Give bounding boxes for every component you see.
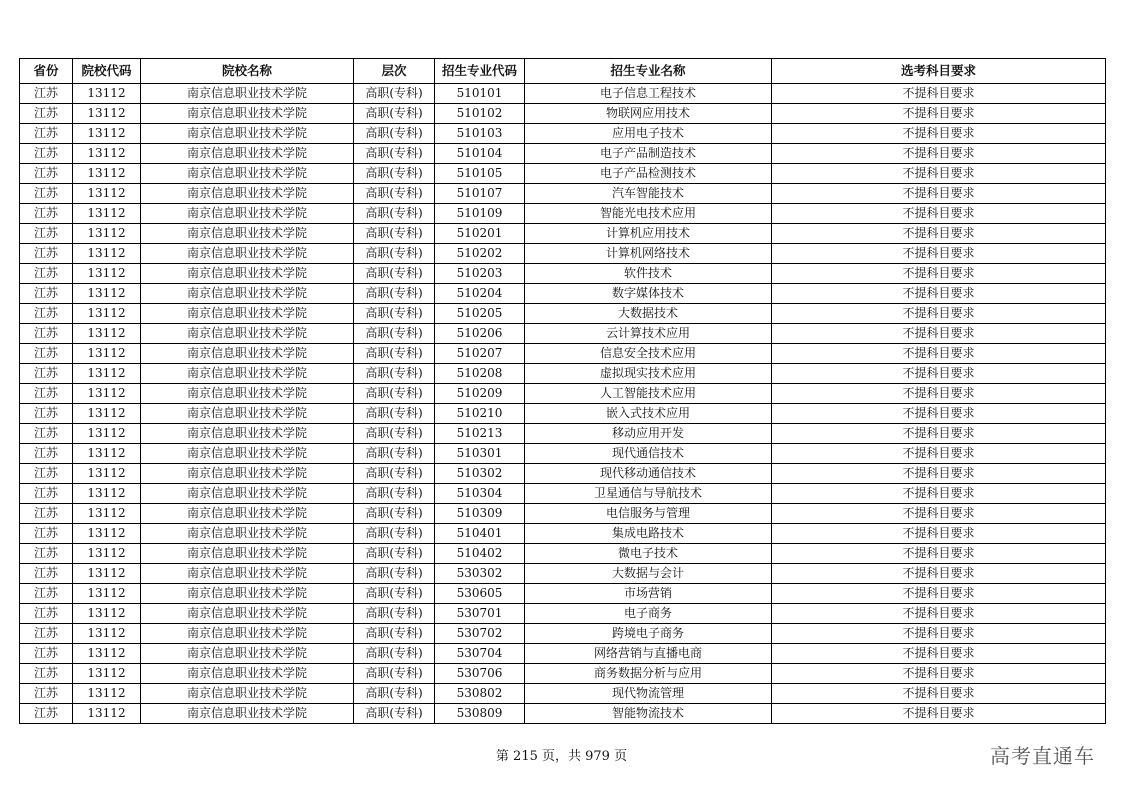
cell-major-name: 人工智能技术应用 (525, 384, 772, 404)
cell-school-name: 南京信息职业技术学院 (141, 524, 354, 544)
table-header (20, 59, 1106, 84)
cell-school-code: 13112 (73, 664, 141, 684)
cell-school-code: 13112 (73, 564, 141, 584)
cell-school-name: 南京信息职业技术学院 (141, 264, 354, 284)
cell-province: 江苏 (20, 144, 73, 164)
cell-school-name: 南京信息职业技术学院 (141, 184, 354, 204)
header-subject-requirement: 选考科目要求 (772, 59, 1106, 84)
cell-level: 高职(专科) (354, 144, 435, 164)
cell-school-name: 南京信息职业技术学院 (141, 604, 354, 624)
cell-province: 江苏 (20, 264, 73, 284)
cell-school-code: 13112 (73, 624, 141, 644)
table-row (20, 424, 1106, 444)
cell-major-name: 电子商务 (525, 604, 772, 624)
cell-level: 高职(专科) (354, 464, 435, 484)
cell-province: 江苏 (20, 704, 73, 724)
cell-subject-requirement: 不提科目要求 (772, 704, 1106, 724)
cell-province: 江苏 (20, 644, 73, 664)
cell-major-name: 电信服务与管理 (525, 504, 772, 524)
cell-major-code: 510206 (435, 324, 525, 344)
cell-subject-requirement: 不提科目要求 (772, 504, 1106, 524)
cell-major-code: 510209 (435, 384, 525, 404)
cell-major-code: 530809 (435, 704, 525, 724)
cell-province: 江苏 (20, 544, 73, 564)
cell-subject-requirement: 不提科目要求 (772, 224, 1106, 244)
table-row (20, 344, 1106, 364)
table-row (20, 484, 1106, 504)
cell-school-name: 南京信息职业技术学院 (141, 84, 354, 104)
cell-school-code: 13112 (73, 684, 141, 704)
table-row (20, 384, 1106, 404)
cell-major-name: 电子产品制造技术 (525, 144, 772, 164)
cell-major-name: 移动应用开发 (525, 424, 772, 444)
cell-level: 高职(专科) (354, 484, 435, 504)
cell-school-name: 南京信息职业技术学院 (141, 424, 354, 444)
cell-province: 江苏 (20, 344, 73, 364)
cell-major-name: 电子信息工程技术 (525, 84, 772, 104)
cell-major-code: 510107 (435, 184, 525, 204)
cell-level: 高职(专科) (354, 184, 435, 204)
cell-major-code: 510302 (435, 464, 525, 484)
cell-level: 高职(专科) (354, 104, 435, 124)
table-row (20, 124, 1106, 144)
cell-subject-requirement: 不提科目要求 (772, 124, 1106, 144)
cell-school-code: 13112 (73, 184, 141, 204)
cell-school-code: 13112 (73, 344, 141, 364)
cell-province: 江苏 (20, 364, 73, 384)
table-row (20, 144, 1106, 164)
cell-subject-requirement: 不提科目要求 (772, 164, 1106, 184)
cell-major-code: 530702 (435, 624, 525, 644)
cell-level: 高职(专科) (354, 364, 435, 384)
table-row (20, 184, 1106, 204)
cell-school-name: 南京信息职业技术学院 (141, 684, 354, 704)
table-row (20, 404, 1106, 424)
table-row (20, 204, 1106, 224)
cell-province: 江苏 (20, 84, 73, 104)
cell-school-name: 南京信息职业技术学院 (141, 664, 354, 684)
cell-major-code: 510401 (435, 524, 525, 544)
cell-major-code: 510102 (435, 104, 525, 124)
cell-subject-requirement: 不提科目要求 (772, 524, 1106, 544)
cell-province: 江苏 (20, 664, 73, 684)
cell-level: 高职(专科) (354, 124, 435, 144)
cell-level: 高职(专科) (354, 224, 435, 244)
cell-major-code: 510201 (435, 224, 525, 244)
cell-major-name: 汽车智能技术 (525, 184, 772, 204)
cell-major-name: 嵌入式技术应用 (525, 404, 772, 424)
cell-province: 江苏 (20, 524, 73, 544)
cell-major-code: 510103 (435, 124, 525, 144)
cell-province: 江苏 (20, 444, 73, 464)
cell-level: 高职(专科) (354, 304, 435, 324)
cell-school-name: 南京信息职业技术学院 (141, 644, 354, 664)
cell-major-name: 云计算技术应用 (525, 324, 772, 344)
cell-school-name: 南京信息职业技术学院 (141, 344, 354, 364)
cell-major-name: 跨境电子商务 (525, 624, 772, 644)
cell-subject-requirement: 不提科目要求 (772, 464, 1106, 484)
cell-major-code: 510207 (435, 344, 525, 364)
cell-province: 江苏 (20, 284, 73, 304)
cell-level: 高职(专科) (354, 624, 435, 644)
table-row (20, 664, 1106, 684)
cell-province: 江苏 (20, 604, 73, 624)
table-row (20, 244, 1106, 264)
cell-subject-requirement: 不提科目要求 (772, 384, 1106, 404)
cell-province: 江苏 (20, 324, 73, 344)
cell-major-code: 530704 (435, 644, 525, 664)
cell-major-name: 应用电子技术 (525, 124, 772, 144)
table-row (20, 224, 1106, 244)
cell-major-name: 软件技术 (525, 264, 772, 284)
cell-major-name: 微电子技术 (525, 544, 772, 564)
cell-major-name: 集成电路技术 (525, 524, 772, 544)
cell-subject-requirement: 不提科目要求 (772, 604, 1106, 624)
cell-major-code: 510104 (435, 144, 525, 164)
cell-major-code: 510402 (435, 544, 525, 564)
cell-school-code: 13112 (73, 144, 141, 164)
cell-school-name: 南京信息职业技术学院 (141, 564, 354, 584)
cell-province: 江苏 (20, 464, 73, 484)
cell-level: 高职(专科) (354, 584, 435, 604)
cell-subject-requirement: 不提科目要求 (772, 664, 1106, 684)
cell-school-name: 南京信息职业技术学院 (141, 464, 354, 484)
cell-school-name: 南京信息职业技术学院 (141, 164, 354, 184)
table-row (20, 444, 1106, 464)
cell-major-name: 物联网应用技术 (525, 104, 772, 124)
cell-school-name: 南京信息职业技术学院 (141, 124, 354, 144)
cell-school-name: 南京信息职业技术学院 (141, 504, 354, 524)
cell-province: 江苏 (20, 184, 73, 204)
cell-major-name: 市场营销 (525, 584, 772, 604)
cell-school-code: 13112 (73, 584, 141, 604)
table-row (20, 504, 1106, 524)
header-row (20, 59, 1106, 84)
table-row (20, 544, 1106, 564)
cell-school-name: 南京信息职业技术学院 (141, 624, 354, 644)
cell-level: 高职(专科) (354, 544, 435, 564)
cell-school-code: 13112 (73, 504, 141, 524)
cell-school-code: 13112 (73, 224, 141, 244)
cell-province: 江苏 (20, 504, 73, 524)
cell-major-name: 现代物流管理 (525, 684, 772, 704)
cell-major-name: 计算机网络技术 (525, 244, 772, 264)
table-row (20, 364, 1106, 384)
cell-major-code: 510203 (435, 264, 525, 284)
cell-major-code: 510208 (435, 364, 525, 384)
cell-subject-requirement: 不提科目要求 (772, 324, 1106, 344)
cell-level: 高职(专科) (354, 444, 435, 464)
cell-school-code: 13112 (73, 124, 141, 144)
cell-province: 江苏 (20, 304, 73, 324)
cell-subject-requirement: 不提科目要求 (772, 544, 1106, 564)
cell-school-code: 13112 (73, 544, 141, 564)
cell-school-code: 13112 (73, 364, 141, 384)
cell-school-code: 13112 (73, 644, 141, 664)
cell-subject-requirement: 不提科目要求 (772, 284, 1106, 304)
cell-school-name: 南京信息职业技术学院 (141, 584, 354, 604)
cell-major-code: 510210 (435, 404, 525, 424)
cell-school-name: 南京信息职业技术学院 (141, 444, 354, 464)
table-row (20, 684, 1106, 704)
cell-subject-requirement: 不提科目要求 (772, 304, 1106, 324)
cell-subject-requirement: 不提科目要求 (772, 404, 1106, 424)
cell-school-name: 南京信息职业技术学院 (141, 224, 354, 244)
cell-major-code: 510301 (435, 444, 525, 464)
cell-school-name: 南京信息职业技术学院 (141, 384, 354, 404)
cell-major-name: 电子产品检测技术 (525, 164, 772, 184)
cell-province: 江苏 (20, 204, 73, 224)
cell-province: 江苏 (20, 244, 73, 264)
cell-subject-requirement: 不提科目要求 (772, 624, 1106, 644)
cell-subject-requirement: 不提科目要求 (772, 484, 1106, 504)
watermark-logo: 高考直通车 (990, 744, 1095, 768)
cell-major-code: 530605 (435, 584, 525, 604)
cell-subject-requirement: 不提科目要求 (772, 104, 1106, 124)
cell-school-code: 13112 (73, 84, 141, 104)
cell-major-name: 智能光电技术应用 (525, 204, 772, 224)
cell-school-name: 南京信息职业技术学院 (141, 544, 354, 564)
cell-level: 高职(专科) (354, 84, 435, 104)
cell-major-code: 510202 (435, 244, 525, 264)
table-row (20, 264, 1106, 284)
cell-major-name: 大数据技术 (525, 304, 772, 324)
cell-major-code: 510101 (435, 84, 525, 104)
cell-school-name: 南京信息职业技术学院 (141, 404, 354, 424)
cell-province: 江苏 (20, 104, 73, 124)
table-row (20, 524, 1106, 544)
cell-school-name: 南京信息职业技术学院 (141, 284, 354, 304)
cell-major-code: 510304 (435, 484, 525, 504)
cell-province: 江苏 (20, 484, 73, 504)
table-row (20, 644, 1106, 664)
cell-subject-requirement: 不提科目要求 (772, 364, 1106, 384)
cell-province: 江苏 (20, 164, 73, 184)
cell-school-name: 南京信息职业技术学院 (141, 704, 354, 724)
cell-major-name: 信息安全技术应用 (525, 344, 772, 364)
cell-major-name: 卫星通信与导航技术 (525, 484, 772, 504)
cell-level: 高职(专科) (354, 604, 435, 624)
cell-major-name: 智能物流技术 (525, 704, 772, 724)
header-province: 省份 (20, 59, 73, 84)
cell-level: 高职(专科) (354, 344, 435, 364)
cell-level: 高职(专科) (354, 424, 435, 444)
cell-major-name: 商务数据分析与应用 (525, 664, 772, 684)
cell-subject-requirement: 不提科目要求 (772, 584, 1106, 604)
table-row (20, 84, 1106, 104)
cell-level: 高职(专科) (354, 524, 435, 544)
cell-subject-requirement: 不提科目要求 (772, 84, 1106, 104)
page-number: 第 215 页，共 979 页 (495, 749, 628, 764)
cell-level: 高职(专科) (354, 204, 435, 224)
cell-school-code: 13112 (73, 484, 141, 504)
cell-level: 高职(专科) (354, 404, 435, 424)
cell-school-name: 南京信息职业技术学院 (141, 204, 354, 224)
header-major-code: 招生专业代码 (435, 59, 525, 84)
cell-school-name: 南京信息职业技术学院 (141, 244, 354, 264)
cell-province: 江苏 (20, 404, 73, 424)
cell-school-code: 13112 (73, 384, 141, 404)
cell-school-code: 13112 (73, 704, 141, 724)
cell-school-name: 南京信息职业技术学院 (141, 364, 354, 384)
cell-school-name: 南京信息职业技术学院 (141, 324, 354, 344)
cell-subject-requirement: 不提科目要求 (772, 184, 1106, 204)
cell-school-code: 13112 (73, 324, 141, 344)
cell-level: 高职(专科) (354, 324, 435, 344)
cell-level: 高职(专科) (354, 664, 435, 684)
cell-subject-requirement: 不提科目要求 (772, 684, 1106, 704)
cell-subject-requirement: 不提科目要求 (772, 644, 1106, 664)
table-row (20, 464, 1106, 484)
table-row (20, 324, 1106, 344)
cell-province: 江苏 (20, 224, 73, 244)
cell-major-code: 510205 (435, 304, 525, 324)
cell-level: 高职(专科) (354, 504, 435, 524)
header-school-code: 院校代码 (73, 59, 141, 84)
cell-major-code: 530802 (435, 684, 525, 704)
cell-level: 高职(专科) (354, 564, 435, 584)
cell-province: 江苏 (20, 564, 73, 584)
cell-major-name: 现代通信技术 (525, 444, 772, 464)
cell-level: 高职(专科) (354, 704, 435, 724)
table-row (20, 304, 1106, 324)
cell-school-code: 13112 (73, 424, 141, 444)
cell-major-name: 数字媒体技术 (525, 284, 772, 304)
cell-school-code: 13112 (73, 404, 141, 424)
cell-province: 江苏 (20, 384, 73, 404)
cell-level: 高职(专科) (354, 644, 435, 664)
cell-level: 高职(专科) (354, 164, 435, 184)
cell-school-code: 13112 (73, 464, 141, 484)
cell-school-code: 13112 (73, 604, 141, 624)
cell-province: 江苏 (20, 684, 73, 704)
cell-subject-requirement: 不提科目要求 (772, 204, 1106, 224)
cell-major-name: 虚拟现实技术应用 (525, 364, 772, 384)
cell-school-code: 13112 (73, 524, 141, 544)
cell-subject-requirement: 不提科目要求 (772, 264, 1106, 284)
cell-province: 江苏 (20, 424, 73, 444)
cell-school-name: 南京信息职业技术学院 (141, 304, 354, 324)
cell-school-code: 13112 (73, 104, 141, 124)
cell-school-name: 南京信息职业技术学院 (141, 144, 354, 164)
admission-table (19, 58, 1106, 724)
cell-school-code: 13112 (73, 204, 141, 224)
cell-province: 江苏 (20, 624, 73, 644)
table-row (20, 624, 1106, 644)
cell-subject-requirement: 不提科目要求 (772, 444, 1106, 464)
table-row (20, 164, 1106, 184)
table-row (20, 584, 1106, 604)
cell-school-code: 13112 (73, 164, 141, 184)
cell-major-name: 大数据与会计 (525, 564, 772, 584)
cell-major-code: 510109 (435, 204, 525, 224)
header-school-name: 院校名称 (141, 59, 354, 84)
cell-level: 高职(专科) (354, 264, 435, 284)
cell-school-code: 13112 (73, 244, 141, 264)
cell-school-name: 南京信息职业技术学院 (141, 104, 354, 124)
cell-school-code: 13112 (73, 284, 141, 304)
cell-subject-requirement: 不提科目要求 (772, 244, 1106, 264)
cell-major-code: 530706 (435, 664, 525, 684)
table-row (20, 284, 1106, 304)
cell-level: 高职(专科) (354, 684, 435, 704)
table-row (20, 564, 1106, 584)
cell-subject-requirement: 不提科目要求 (772, 144, 1106, 164)
cell-major-code: 530302 (435, 564, 525, 584)
cell-province: 江苏 (20, 124, 73, 144)
cell-major-code: 510204 (435, 284, 525, 304)
cell-level: 高职(专科) (354, 384, 435, 404)
cell-subject-requirement: 不提科目要求 (772, 424, 1106, 444)
cell-level: 高职(专科) (354, 244, 435, 264)
header-level: 层次 (354, 59, 435, 84)
cell-major-code: 530701 (435, 604, 525, 624)
cell-major-name: 网络营销与直播电商 (525, 644, 772, 664)
cell-major-code: 510105 (435, 164, 525, 184)
cell-subject-requirement: 不提科目要求 (772, 344, 1106, 364)
cell-school-code: 13112 (73, 304, 141, 324)
table-body (20, 84, 1106, 724)
cell-subject-requirement: 不提科目要求 (772, 564, 1106, 584)
table-row (20, 104, 1106, 124)
cell-major-name: 现代移动通信技术 (525, 464, 772, 484)
cell-major-name: 计算机应用技术 (525, 224, 772, 244)
cell-school-code: 13112 (73, 444, 141, 464)
cell-province: 江苏 (20, 584, 73, 604)
table-row (20, 704, 1106, 724)
table-row (20, 604, 1106, 624)
cell-major-code: 510213 (435, 424, 525, 444)
cell-major-code: 510309 (435, 504, 525, 524)
cell-school-code: 13112 (73, 264, 141, 284)
cell-level: 高职(专科) (354, 284, 435, 304)
header-major-name: 招生专业名称 (525, 59, 772, 84)
cell-school-name: 南京信息职业技术学院 (141, 484, 354, 504)
